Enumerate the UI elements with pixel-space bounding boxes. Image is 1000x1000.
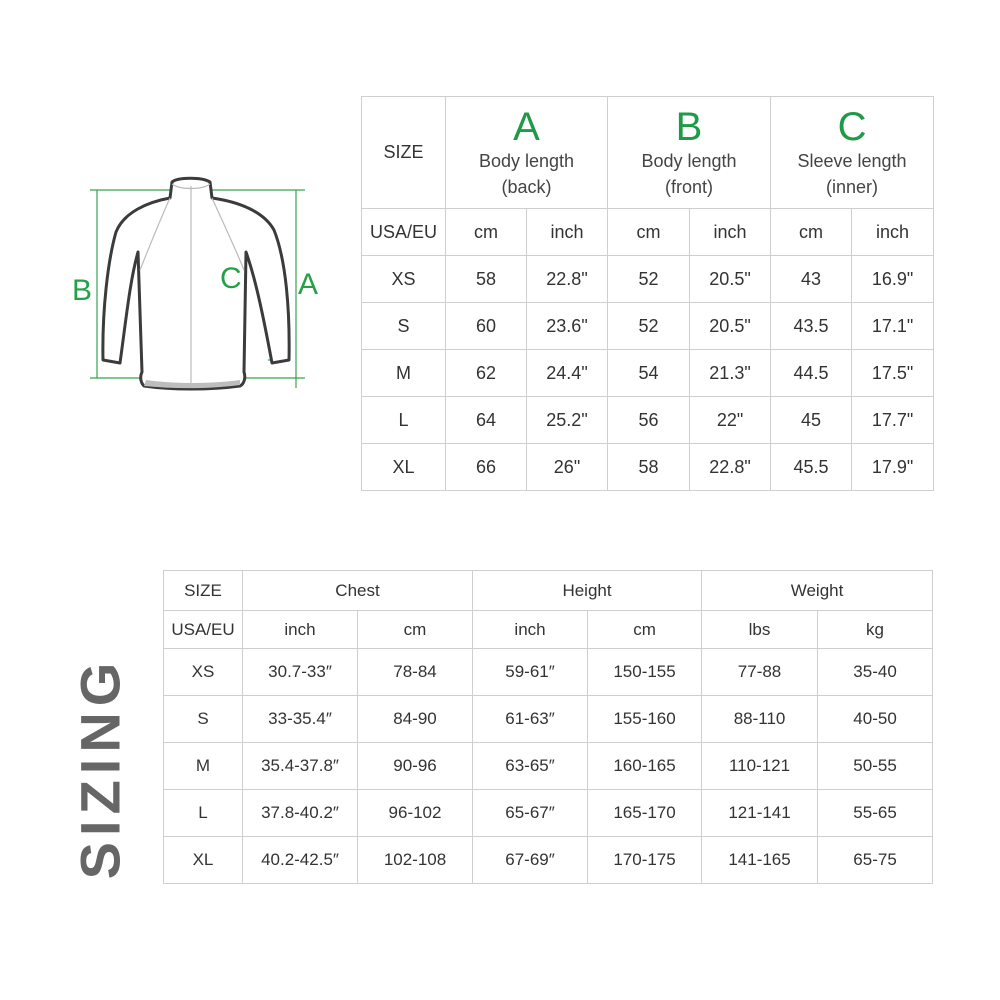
unit-cell: inch <box>243 611 358 649</box>
value-cell: 40-50 <box>818 696 933 743</box>
value-cell: 96-102 <box>358 790 473 837</box>
unit-cell: inch <box>473 611 588 649</box>
table-row <box>164 743 933 790</box>
size-header: SIZE <box>362 97 446 209</box>
unit-cell: lbs <box>702 611 818 649</box>
value-cell: 33-35.4″ <box>243 696 358 743</box>
value-cell: 165-170 <box>588 790 702 837</box>
value-cell: 64 <box>446 397 527 444</box>
value-cell: 52 <box>608 256 690 303</box>
value-cell: 141-165 <box>702 837 818 884</box>
value-cell: 62 <box>446 350 527 397</box>
group-header-height: Height <box>473 571 702 611</box>
value-cell: 37.8-40.2″ <box>243 790 358 837</box>
value-cell: 20.5" <box>690 256 771 303</box>
table-row <box>362 350 934 397</box>
region-label: USA/EU <box>164 611 243 649</box>
value-cell: 78-84 <box>358 649 473 696</box>
value-cell: 66 <box>446 444 527 491</box>
value-cell: 25.2" <box>527 397 608 444</box>
size-cell: XS <box>164 649 243 696</box>
value-cell: 65-67″ <box>473 790 588 837</box>
unit-row <box>362 209 934 256</box>
value-cell: 22.8" <box>527 256 608 303</box>
table-header-row <box>362 97 934 209</box>
size-cell: S <box>362 303 446 350</box>
column-qualifier: (front) <box>665 176 714 197</box>
column-name: Body length <box>478 150 575 171</box>
table-row <box>362 444 934 491</box>
value-cell: 43.5 <box>771 303 852 350</box>
unit-cell: cm <box>771 209 852 256</box>
column-letter: C <box>837 104 867 149</box>
value-cell: 84-90 <box>358 696 473 743</box>
unit-row <box>164 611 933 649</box>
value-cell: 56 <box>608 397 690 444</box>
value-cell: 110-121 <box>702 743 818 790</box>
unit-cell: cm <box>358 611 473 649</box>
region-label: USA/EU <box>362 209 446 256</box>
size-cell: L <box>362 397 446 444</box>
value-cell: 21.3" <box>690 350 771 397</box>
table-row <box>362 256 934 303</box>
value-cell: 17.1" <box>852 303 934 350</box>
column-name: Sleeve length <box>797 150 907 171</box>
value-cell: 44.5 <box>771 350 852 397</box>
jersey-measurement-diagram <box>60 160 350 410</box>
size-cell: L <box>164 790 243 837</box>
value-cell: 22.8" <box>690 444 771 491</box>
table-row <box>362 397 934 444</box>
value-cell: 43 <box>771 256 852 303</box>
table-row <box>164 649 933 696</box>
table-header-row <box>164 571 933 611</box>
value-cell: 45.5 <box>771 444 852 491</box>
size-cell: S <box>164 696 243 743</box>
value-cell: 45 <box>771 397 852 444</box>
value-cell: 52 <box>608 303 690 350</box>
value-cell: 22" <box>690 397 771 444</box>
value-cell: 77-88 <box>702 649 818 696</box>
size-cell: XL <box>164 837 243 884</box>
value-cell: 61-63″ <box>473 696 588 743</box>
value-cell: 155-160 <box>588 696 702 743</box>
value-cell: 30.7-33″ <box>243 649 358 696</box>
garment-size-table <box>361 96 934 491</box>
group-header-chest: Chest <box>243 571 473 611</box>
value-cell: 23.6" <box>527 303 608 350</box>
value-cell: 58 <box>608 444 690 491</box>
unit-cell: cm <box>588 611 702 649</box>
value-cell: 90-96 <box>358 743 473 790</box>
value-cell: 20.5" <box>690 303 771 350</box>
value-cell: 35.4-37.8″ <box>243 743 358 790</box>
value-cell: 40.2-42.5″ <box>243 837 358 884</box>
unit-cell: inch <box>690 209 771 256</box>
column-letter: B <box>675 104 703 149</box>
value-cell: 55-65 <box>818 790 933 837</box>
size-header: SIZE <box>164 571 243 611</box>
value-cell: 67-69″ <box>473 837 588 884</box>
value-cell: 121-141 <box>702 790 818 837</box>
unit-cell: cm <box>446 209 527 256</box>
jersey-icon <box>60 160 350 410</box>
unit-cell: inch <box>527 209 608 256</box>
value-cell: 26" <box>527 444 608 491</box>
label-a: A <box>298 268 319 301</box>
value-cell: 63-65″ <box>473 743 588 790</box>
value-cell: 54 <box>608 350 690 397</box>
table-row <box>164 837 933 884</box>
value-cell: 170-175 <box>588 837 702 884</box>
value-cell: 17.5" <box>852 350 934 397</box>
column-letter: A <box>513 104 540 149</box>
column-header-b <box>608 97 771 209</box>
value-cell: 24.4" <box>527 350 608 397</box>
value-cell: 35-40 <box>818 649 933 696</box>
column-header-a <box>446 97 608 209</box>
column-qualifier: (inner) <box>826 176 879 197</box>
value-cell: 58 <box>446 256 527 303</box>
table-row <box>164 790 933 837</box>
value-cell: 17.7" <box>852 397 934 444</box>
table-row <box>362 303 934 350</box>
size-cell: XL <box>362 444 446 491</box>
value-cell: 150-155 <box>588 649 702 696</box>
value-cell: 60 <box>446 303 527 350</box>
column-header-c <box>771 97 934 209</box>
label-c: C <box>220 262 242 295</box>
unit-cell: kg <box>818 611 933 649</box>
value-cell: 59-61″ <box>473 649 588 696</box>
value-cell: 16.9" <box>852 256 934 303</box>
label-b: B <box>72 274 93 307</box>
value-cell: 50-55 <box>818 743 933 790</box>
group-header-weight: Weight <box>702 571 933 611</box>
value-cell: 102-108 <box>358 837 473 884</box>
value-cell: 17.9" <box>852 444 934 491</box>
sizing-title: SIZING <box>68 656 132 880</box>
value-cell: 160-165 <box>588 743 702 790</box>
value-cell: 88-110 <box>702 696 818 743</box>
size-cell: M <box>164 743 243 790</box>
size-cell: XS <box>362 256 446 303</box>
column-name: Body length <box>641 150 737 171</box>
unit-cell: inch <box>852 209 934 256</box>
table-row <box>164 696 933 743</box>
column-qualifier: (back) <box>501 176 552 197</box>
size-cell: M <box>362 350 446 397</box>
value-cell: 65-75 <box>818 837 933 884</box>
body-size-table <box>163 570 933 884</box>
unit-cell: cm <box>608 209 690 256</box>
